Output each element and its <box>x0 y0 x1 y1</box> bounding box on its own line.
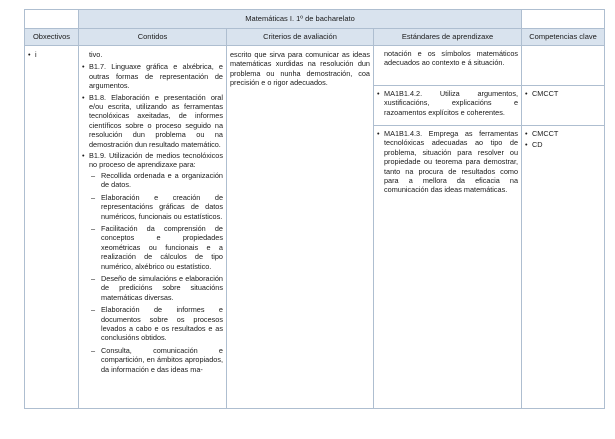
header-standards: Estándares de aprendizaxe <box>374 29 522 46</box>
competences-cell <box>522 46 605 409</box>
competence-item: • CMCCT <box>525 129 601 138</box>
contents-lead: tivo. <box>89 50 103 59</box>
competence-block <box>522 86 604 126</box>
standard-text: • MA1B1.4.3. Emprega as ferramentas tecnolóxicas adecuadas ao tipo de problema, situación para resolver ou propiedade ou teorema para demostrar, tanto na procura de resultados como para a mellora da eficacia na comunicación das ideas matemáticas. <box>377 129 518 195</box>
competence-block <box>522 46 604 86</box>
competence-block <box>522 126 604 158</box>
table-title: Matemáticas I. 1º de bacharelato <box>79 10 522 29</box>
content-item: • B1.7. Linguaxe gráfica e alxébrica, e outras formas de representación de argumentos. <box>82 62 223 90</box>
standard-text: • MA1B1.4.2. Utiliza argumentos, xustificacións, explicacións e razoamentos explícitos e coherentes. <box>377 89 518 117</box>
table-header-row <box>25 29 605 46</box>
contents-cell <box>79 46 227 409</box>
header-competences: Competencias clave <box>522 29 605 46</box>
content-subitem: – Facilitación da comprensión de conceptos e propiedades xeométricas ou funcionais e a realización de cálculos de tipo numérico, alxébrico ou estatístico. <box>89 224 223 271</box>
content-item-text: B1.9. Utilización de medios tecnolóxicos no proceso de aprendizaxe para: <box>89 151 223 170</box>
standard-text: notación e os símbolos matemáticos adecuados ao contexto e á situación. <box>384 49 519 68</box>
title-spacer-cell-right <box>522 10 605 29</box>
curriculum-table <box>24 9 605 409</box>
header-objectives: Obxectivos <box>25 29 79 46</box>
table-body-row <box>25 46 605 409</box>
standard-block <box>374 46 521 86</box>
standard-list <box>377 89 518 117</box>
content-subitem: – Consulta, comunicación e compartición, en ámbitos apropiados, da información e das ideas ma- <box>89 346 223 374</box>
header-contents: Contidos <box>79 29 227 46</box>
contents-list <box>82 62 223 374</box>
content-subitem: – Deseño de simulacións e elaboración de predicións sobre situacións matemáticas diversas. <box>89 274 223 302</box>
content-subitem: – Elaboración de informes e documentos sobre os procesos levados a cabo e os resultados e as conclusións obtidos. <box>89 305 223 343</box>
criteria-cell <box>227 46 374 409</box>
standard-block <box>374 126 521 203</box>
content-sublist <box>89 171 223 374</box>
curriculum-document <box>24 9 604 409</box>
standard-block <box>374 86 521 126</box>
criteria-text: escrito que sirva para comunicar as ideas matemáticas xurdidas na resolución dun problema ou nunha demostración, coa precisión e o rigor adecuados. <box>230 50 370 88</box>
objective-item: • i <box>28 50 75 59</box>
objectives-cell <box>25 46 79 409</box>
content-subitem: – Elaboración e creación de representacións gráficas de datos numéricos, funcionais ou estatísticos. <box>89 193 223 221</box>
objectives-list <box>28 50 75 59</box>
competence-list <box>525 89 601 98</box>
content-item <box>82 151 223 374</box>
competence-item: • CD <box>525 140 601 149</box>
competence-list <box>525 129 601 150</box>
standards-cell <box>374 46 522 409</box>
content-subitem: – Recollida ordenada e a organización de datos. <box>89 171 223 190</box>
header-criteria: Criterios de avaliación <box>227 29 374 46</box>
competence-item: • CMCCT <box>525 89 601 98</box>
title-spacer-cell <box>25 10 79 29</box>
table-title-row <box>25 10 605 29</box>
content-item: • B1.8. Elaboración e presentación oral e/ou escrita, utilizando as ferramentas tecnolóxicas axeitadas, de informes científicos sobre o proceso seguido na resolución dun problema ou na demostración dun resultado matemático. <box>82 93 223 149</box>
standard-list <box>377 129 518 195</box>
